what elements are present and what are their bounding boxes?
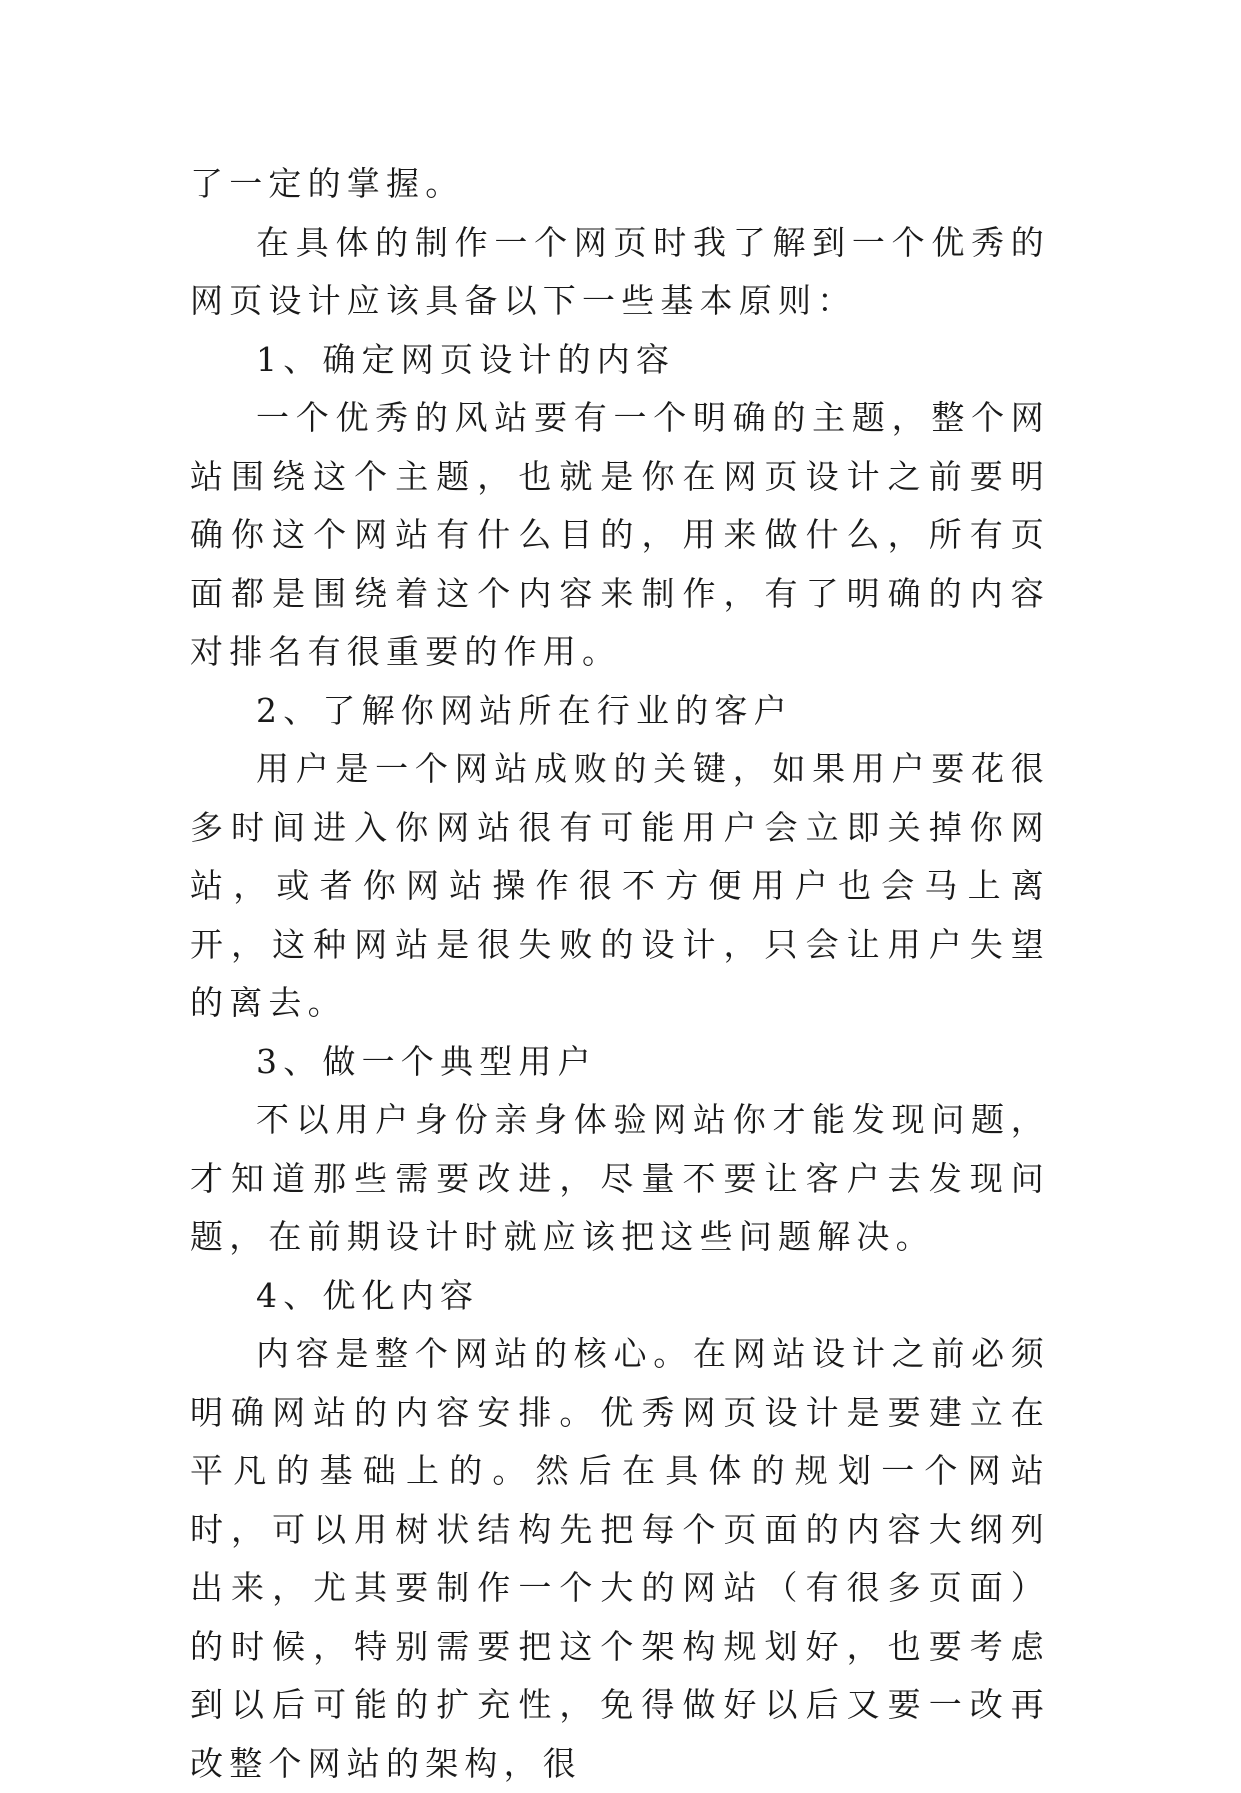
section-heading-1: 1、确定网页设计的内容 xyxy=(256,339,676,379)
section-heading-3: 3、做一个典型用户 xyxy=(256,1041,597,1081)
section-heading-4: 4、优化内容 xyxy=(256,1275,480,1315)
paragraph-section-2: 用户是一个网站成败的关键，如果用户要花很多时间进入你网站很有可能用户会立即关掉你网站，或者你网站操作很不方便用户也会马上离开，这种网站是很失败的设计，只会让用户失望的离去。 xyxy=(190,749,1050,1022)
paragraph-section-3: 不以用户身份亲身体验网站你才能发现问题，才知道那些需要改进，尽量不要让客户去发现问题，在前期设计时就应该把这些问题解决。 xyxy=(190,1100,1050,1256)
paragraph-section-4: 内容是整个网站的核心。在网站设计之前必须明确网站的内容安排。优秀网页设计是要建立在平凡的基础上的。然后在具体的规划一个网站时，可以用树状结构先把每个页面的内容大纲列出来，尤其要制作一个大的网站（有很多页面）的时候，特别需要把这个架构规划好，也要考虑到以后可能的扩充性，免得做好以后又要一改再改整个网站的架构，很 xyxy=(190,1334,1050,1783)
document-body xyxy=(190,155,1050,1793)
section-heading-2: 2、了解你网站所在行业的客户 xyxy=(256,690,793,730)
paragraph-section-1: 一个优秀的风站要有一个明确的主题，整个网站围绕这个主题，也就是你在网页设计之前要明确你这个网站有什么目的，用来做什么，所有页面都是围绕着这个内容来制作，有了明确的内容对排名有很重要的作用。 xyxy=(190,398,1050,671)
paragraph-intro: 在具体的制作一个网页时我了解到一个优秀的网页设计应该具备以下一些基本原则： xyxy=(190,222,1050,320)
paragraph-continuation: 了一定的掌握。 xyxy=(190,164,465,203)
